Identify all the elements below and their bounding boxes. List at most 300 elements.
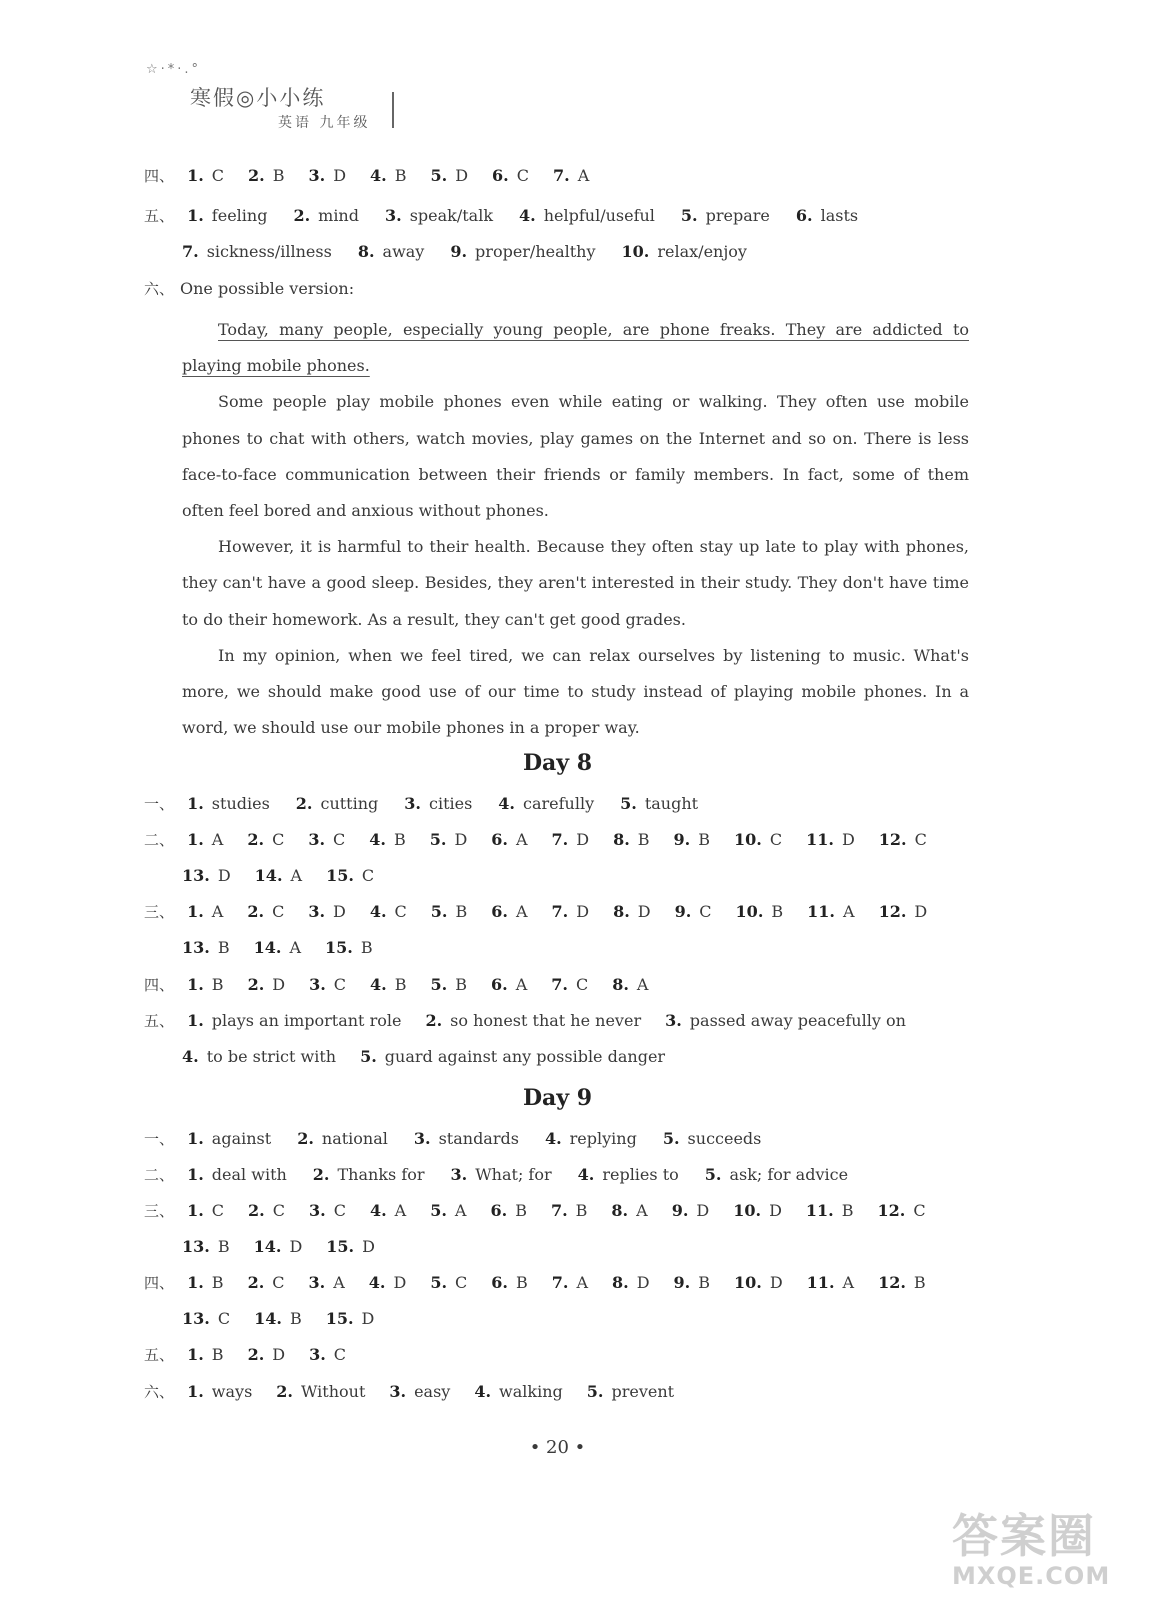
answer-item [389, 1382, 450, 1401]
question-number: 4. [498, 794, 515, 813]
question-number: 5. [430, 975, 448, 994]
answer-item [578, 1165, 679, 1184]
question-number: 5. [586, 1382, 604, 1401]
answer-item [613, 830, 649, 849]
answer-item [313, 1165, 425, 1184]
answer-text: C [333, 975, 347, 994]
answer-item [360, 1047, 665, 1066]
answer-text: B [393, 830, 406, 849]
answer-text: feeling [211, 206, 268, 225]
answer-item [182, 242, 332, 261]
section-label: 二、 [144, 831, 175, 849]
question-number: 4. [369, 1201, 387, 1220]
answer-text: mind [318, 206, 359, 225]
answer-text: standards [438, 1129, 519, 1148]
answer-item [308, 830, 345, 849]
question-number: 9. [674, 902, 692, 921]
answer-item [254, 938, 301, 957]
answer-item [248, 1273, 285, 1292]
answer-text: D [576, 830, 590, 849]
answer-item [806, 830, 855, 849]
question-number: 10. [734, 830, 762, 849]
answer-text: B [360, 938, 373, 957]
answer-item [325, 938, 373, 957]
answer-item [879, 902, 928, 921]
answer-text: deal with [211, 1165, 287, 1184]
answer-item [451, 1165, 552, 1184]
answer-text: C [361, 866, 375, 885]
question-number: 2. [247, 902, 265, 921]
answer-item [551, 1201, 587, 1220]
answer-row [144, 1379, 698, 1405]
question-number: 3. [308, 902, 326, 921]
answer-item [187, 830, 223, 849]
answer-item [385, 206, 493, 225]
answer-text: C [217, 1309, 231, 1328]
answer-text: B [455, 975, 467, 994]
answer-row [144, 1008, 930, 1034]
answer-text: C [272, 1273, 285, 1292]
answer-text: C [211, 1201, 225, 1220]
question-number: 9. [673, 1273, 691, 1292]
essay-paragraph: Some people play mobile phones even while eating or walking. They often use mobile phones to chat with others, watch movies, play games on the Internet and so on. There is less face-to-face communication between their friends or family members. In fact, some of them often feel bored and anxious without phones. [182, 392, 969, 521]
answer-item [187, 1011, 401, 1030]
answer-text: B [211, 1273, 224, 1292]
answer-row [182, 1234, 399, 1260]
answer-row [144, 1126, 787, 1152]
question-number: 15. [326, 1237, 355, 1256]
question-number: 2. [276, 1382, 293, 1401]
question-number: 5. [620, 794, 637, 813]
answer-text: A [515, 830, 528, 849]
section-label: 二、 [144, 1166, 175, 1184]
answer-text: B [394, 975, 407, 994]
answer-item [430, 1201, 466, 1220]
answer-text: passed away peacefully on [689, 1011, 906, 1030]
question-number: 15. [325, 938, 353, 957]
question-number: 1. [187, 975, 204, 994]
essay-paragraph: Today, many people, especially young people, are phone freaks. They are addicted to playing mobile phones. [182, 320, 969, 376]
question-number: 3. [309, 1201, 326, 1220]
question-number: 1. [187, 1273, 204, 1292]
question-number: 3. [450, 1165, 468, 1184]
answer-text: B [515, 1273, 528, 1292]
question-number: 4. [544, 1129, 562, 1148]
question-number: 13. [182, 1237, 210, 1256]
answer-item [498, 794, 594, 813]
answer-text: B [575, 1201, 588, 1220]
answer-text: prevent [611, 1382, 675, 1401]
answer-row [182, 863, 398, 889]
question-number: 1. [187, 794, 204, 813]
answer-item [187, 1201, 224, 1220]
answer-text: B [698, 830, 710, 849]
answer-text: Without [300, 1382, 366, 1401]
answer-text: B [289, 1309, 302, 1328]
question-number: 2. [247, 1345, 265, 1364]
answer-item [182, 1309, 230, 1328]
answer-text: relax/enjoy [657, 242, 747, 261]
question-number: 3. [308, 830, 326, 849]
answer-item [612, 1273, 650, 1292]
answer-text: D [272, 975, 286, 994]
answer-item [552, 1273, 588, 1292]
answer-text: D [841, 830, 855, 849]
answer-text: carefully [523, 794, 595, 813]
star-decoration-icon: ☆·*·.° [146, 62, 202, 77]
question-number: 9. [671, 1201, 689, 1220]
answer-item [404, 794, 472, 813]
question-number: 4. [182, 1047, 199, 1066]
answer-text: taught [644, 794, 699, 813]
question-number: 3. [665, 1011, 682, 1030]
question-number: 15. [326, 866, 354, 885]
question-number: 13. [182, 938, 210, 957]
answer-item [293, 206, 359, 225]
answer-item [309, 1345, 346, 1364]
answer-text: B [217, 938, 230, 957]
question-number: 2. [295, 794, 313, 813]
answer-item [247, 902, 284, 921]
answer-text: cities [428, 794, 473, 813]
question-number: 11. [806, 1273, 835, 1292]
question-number: 5. [430, 166, 448, 185]
question-number: 6. [492, 166, 509, 185]
watermark-logo-text: 答案圈 [952, 1509, 1096, 1563]
question-number: 14. [253, 938, 282, 957]
question-number: 1. [187, 902, 204, 921]
answer-item [552, 830, 590, 849]
answer-text: A [577, 166, 590, 185]
question-number: 5. [429, 830, 447, 849]
section-label: 三、 [144, 903, 175, 921]
answer-text: B [637, 830, 650, 849]
question-number: 1. [187, 206, 204, 225]
answer-item [309, 1273, 345, 1292]
question-number: 2. [247, 975, 265, 994]
answer-text: D [455, 166, 469, 185]
question-number: 1. [187, 1201, 204, 1220]
answer-text: A [636, 1201, 648, 1220]
question-number: 3. [384, 206, 402, 225]
answer-text: B [913, 1273, 926, 1292]
question-number: 14. [253, 1237, 282, 1256]
answer-text: D [361, 1309, 375, 1328]
question-number: 4. [369, 902, 387, 921]
day-heading: Day 9 [522, 1085, 593, 1111]
answer-item [248, 166, 284, 185]
question-number: 4. [474, 1382, 492, 1401]
question-number: 8. [612, 975, 629, 994]
answer-item [296, 794, 379, 813]
answer-row [182, 1306, 398, 1332]
question-number: 13. [182, 1309, 210, 1328]
answer-text: A [289, 938, 302, 957]
answer-text: D [769, 1201, 782, 1220]
answer-item [675, 902, 712, 921]
answer-item [248, 975, 286, 994]
answer-row [144, 899, 951, 925]
answer-item [734, 1273, 783, 1292]
answer-text: Thanks for [337, 1165, 425, 1184]
answer-text: A [211, 830, 224, 849]
answer-item [620, 794, 698, 813]
question-number: 1. [187, 1129, 204, 1148]
answer-text: D [393, 1273, 407, 1292]
answer-item [878, 1201, 926, 1220]
answer-text: C [914, 830, 927, 849]
answer-item [611, 1201, 647, 1220]
answer-item [187, 1129, 271, 1148]
answer-text: helpful/useful [543, 206, 655, 225]
section-label: 六、 [144, 280, 175, 298]
answer-item [450, 242, 595, 261]
question-number: 9. [673, 830, 691, 849]
answer-text: sickness/illness [206, 242, 332, 261]
answer-item [663, 1129, 762, 1148]
answer-item [370, 166, 406, 185]
answer-item [519, 206, 655, 225]
answer-item [358, 242, 425, 261]
question-number: 10. [735, 902, 764, 921]
answer-item [796, 206, 858, 225]
answer-item [182, 1047, 336, 1066]
answer-text: prepare [705, 206, 770, 225]
question-number: 2. [247, 830, 265, 849]
question-number: 8. [613, 830, 630, 849]
answer-text: plays an important role [211, 1011, 402, 1030]
section-label: 一、 [144, 795, 175, 813]
question-number: 3. [309, 1345, 326, 1364]
page-header [140, 62, 400, 134]
answer-text: D [696, 1201, 710, 1220]
question-number: 6. [490, 1201, 508, 1220]
answer-text: D [333, 166, 347, 185]
section-label: 一、 [144, 1130, 175, 1148]
answer-text: A [576, 1273, 588, 1292]
question-number: 7. [551, 1273, 569, 1292]
answer-text: D [914, 902, 928, 921]
question-number: 2. [297, 1129, 314, 1148]
answer-row [144, 1162, 874, 1188]
answer-item [806, 1201, 854, 1220]
section-label: 四、 [144, 976, 175, 994]
answer-item [491, 975, 527, 994]
answer-row [182, 935, 397, 961]
answer-text: easy [414, 1382, 451, 1401]
answer-text: A [636, 975, 649, 994]
answer-item [187, 1345, 223, 1364]
question-number: 11. [807, 902, 835, 921]
answer-item [490, 1201, 526, 1220]
answer-text: C [455, 1273, 468, 1292]
answer-row [182, 1044, 689, 1070]
question-number: 1. [187, 1345, 204, 1364]
question-number: 7. [551, 902, 569, 921]
question-number: 13. [182, 866, 210, 885]
answer-item [430, 1273, 467, 1292]
answer-row [144, 791, 724, 817]
answer-item [587, 1382, 674, 1401]
question-number: 2. [312, 1165, 330, 1184]
answer-item [247, 830, 284, 849]
answer-text: C [333, 1201, 346, 1220]
answer-text: D [272, 1345, 286, 1364]
question-number: 3. [309, 975, 326, 994]
answer-text: D [362, 1237, 375, 1256]
answer-item [414, 1129, 519, 1148]
answer-text: B [394, 166, 407, 185]
question-number: 1. [187, 166, 204, 185]
question-number: 5. [430, 902, 448, 921]
answer-item [551, 975, 588, 994]
question-number: 4. [519, 206, 536, 225]
answer-text: A [333, 1273, 345, 1292]
answer-text: B [698, 1273, 710, 1292]
section-label: 四、 [144, 1274, 175, 1292]
answer-item [187, 1382, 252, 1401]
question-number: 7. [551, 975, 568, 994]
answer-item [430, 830, 468, 849]
answer-text: B [771, 902, 784, 921]
question-number: 5. [430, 1273, 448, 1292]
answer-item [248, 1345, 286, 1364]
question-number: 4. [370, 166, 387, 185]
answer-row [144, 827, 951, 853]
answer-item [545, 1129, 637, 1148]
question-number: 2. [247, 1273, 265, 1292]
answer-item [879, 830, 927, 849]
answer-text: A [454, 1201, 467, 1220]
answer-item [254, 1309, 302, 1328]
question-number: 14. [254, 866, 283, 885]
answer-text: succeeds [687, 1129, 762, 1148]
answer-item [431, 902, 467, 921]
answer-text: D [454, 830, 468, 849]
answer-item [665, 1011, 906, 1030]
answer-text: C [699, 902, 712, 921]
answer-item [681, 206, 770, 225]
section-label: 五、 [144, 1346, 175, 1364]
answer-item [370, 902, 407, 921]
answer-text: C [272, 1201, 285, 1220]
answer-item [187, 1165, 287, 1184]
answer-item [182, 1237, 230, 1256]
answer-text: guard against any possible danger [384, 1047, 666, 1066]
question-number: 3. [413, 1129, 431, 1148]
question-number: 14. [254, 1309, 282, 1328]
answer-text: C [272, 830, 285, 849]
answer-item [672, 1201, 710, 1220]
answer-text: D [636, 1273, 650, 1292]
question-number: 3. [308, 166, 326, 185]
answer-text: ways [211, 1382, 253, 1401]
day-heading: Day 8 [522, 750, 593, 776]
answer-text: C [394, 902, 407, 921]
answer-row [144, 1198, 950, 1224]
question-number: 7. [553, 166, 570, 185]
section-label: 六、 [144, 1383, 175, 1401]
question-number: 1. [187, 1011, 204, 1030]
answer-text: D [576, 902, 590, 921]
answer-text: walking [499, 1382, 563, 1401]
question-number: 7. [550, 1201, 568, 1220]
answer-item [187, 975, 223, 994]
question-number: 12. [878, 1273, 906, 1292]
answer-item [187, 1273, 223, 1292]
answer-text: replying [569, 1129, 637, 1148]
answer-text: A [394, 1201, 407, 1220]
answer-item [297, 1129, 388, 1148]
answer-text: B [455, 902, 468, 921]
question-number: 4. [370, 975, 387, 994]
book-subtitle: 英语 九年级 [278, 115, 371, 131]
question-number: 12. [878, 830, 907, 849]
answer-item [182, 938, 230, 957]
answer-text: What; for [475, 1165, 552, 1184]
question-number: 6. [491, 830, 508, 849]
question-number: 9. [450, 242, 468, 261]
answer-item [309, 975, 346, 994]
answer-item [308, 902, 346, 921]
section-label: 四、 [144, 167, 175, 185]
section-label: 三、 [144, 1202, 175, 1220]
question-number: 15. [325, 1309, 354, 1328]
answer-text: D [333, 902, 346, 921]
answer-row-part-four [144, 163, 613, 189]
question-number: 3. [308, 1273, 326, 1292]
answer-item [612, 975, 648, 994]
answer-text: cutting [320, 794, 379, 813]
answer-item [736, 902, 784, 921]
answer-item [370, 975, 406, 994]
answer-item [326, 866, 374, 885]
question-number: 10. [621, 242, 650, 261]
answer-text: ask; for advice [729, 1165, 849, 1184]
question-number: 2. [248, 1201, 265, 1220]
question-number: 2. [293, 206, 311, 225]
answer-item [254, 1237, 303, 1256]
question-number: 6. [491, 902, 508, 921]
section-label: 五、 [144, 207, 175, 225]
answer-text: C [272, 902, 285, 921]
answer-text: B [841, 1201, 854, 1220]
answer-row [144, 972, 672, 998]
answer-text: C [516, 166, 529, 185]
answer-item [807, 1273, 854, 1292]
answer-item [326, 1309, 375, 1328]
answer-text: D [769, 1273, 783, 1292]
answer-item [878, 1273, 926, 1292]
answer-item [705, 1165, 848, 1184]
answer-item [309, 166, 347, 185]
answer-row-part-five-cont [182, 239, 773, 265]
answer-item [474, 1382, 562, 1401]
question-number: 5. [680, 206, 698, 225]
answer-text: B [515, 1201, 527, 1220]
answer-text: to be strict with [206, 1047, 337, 1066]
answer-text: replies to [602, 1165, 679, 1184]
answer-item [734, 830, 782, 849]
header-divider [392, 92, 394, 128]
essay-paragraph: However, it is harmful to their health. Because they often stay up late to play with phones, they can't have a good sleep. Besides, they aren't interested in their study. They don't have time to do their homework. As a result, they can't get good grades. [182, 537, 969, 629]
answer-text: C [913, 1201, 926, 1220]
question-number: 6. [491, 1273, 508, 1292]
answer-item [326, 1237, 375, 1256]
answer-item [491, 1273, 527, 1292]
question-number: 8. [611, 1201, 629, 1220]
question-number: 3. [389, 1382, 407, 1401]
